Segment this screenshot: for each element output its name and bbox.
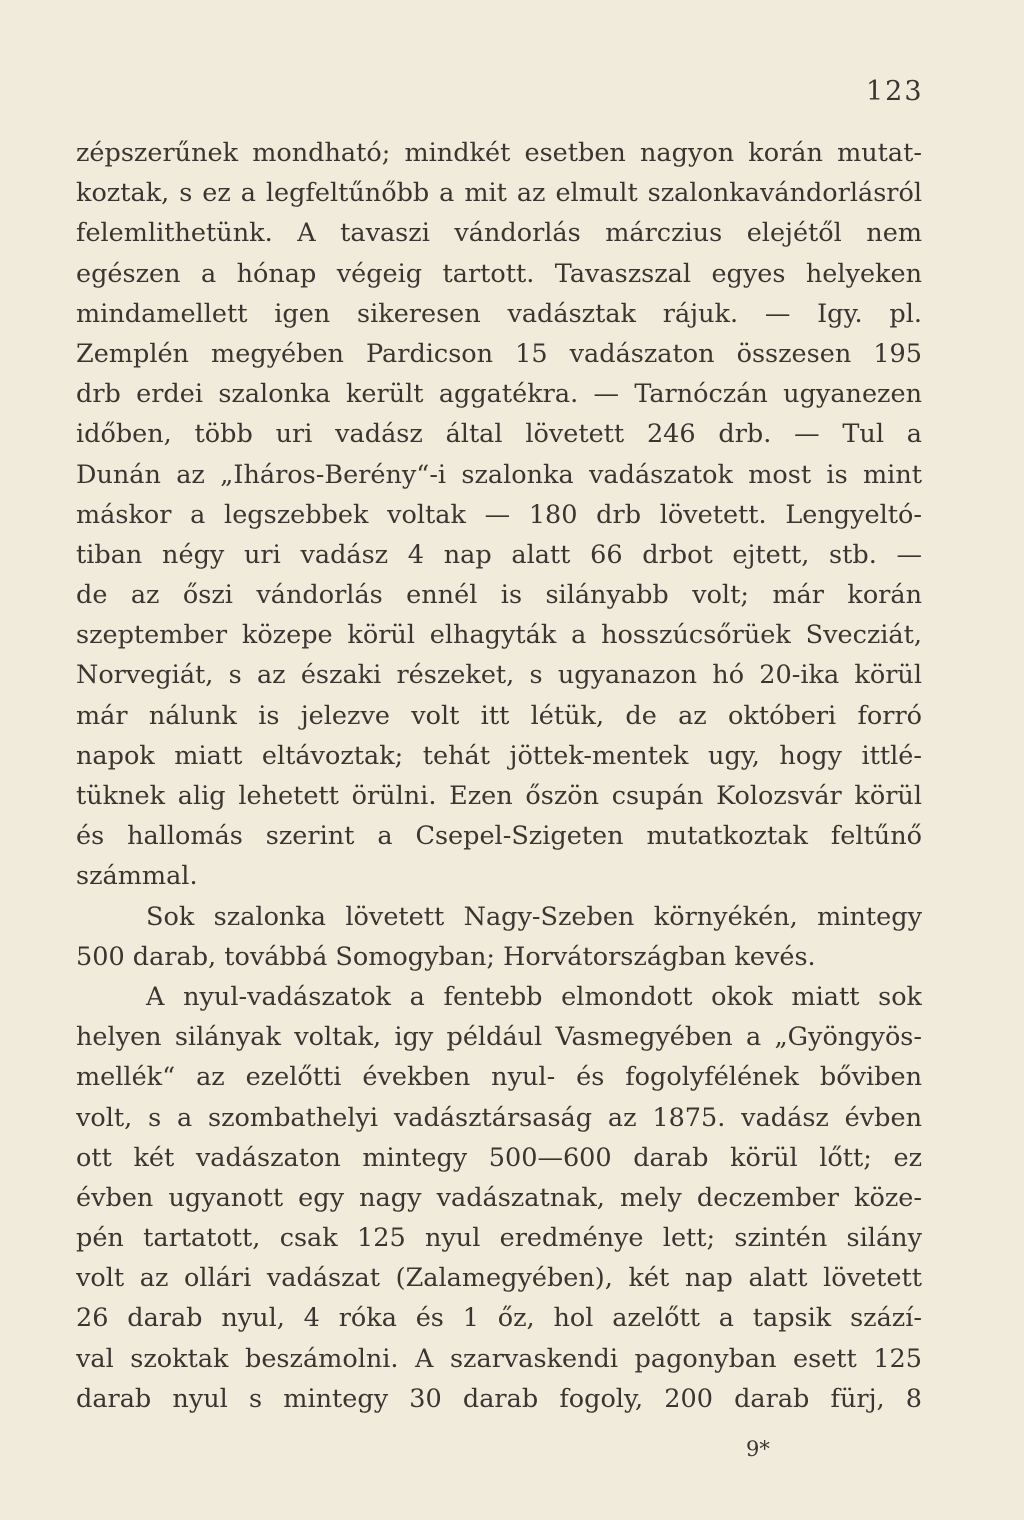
page-number: 123 [866, 76, 924, 107]
text-line: évben ugyanott egy nagy vadászatnak, mely deczember köze- [76, 1182, 922, 1213]
text-line: számmal. [76, 861, 198, 892]
text-line: szeptember közepe körül elhagyták a hosszúcsőrüek Svecziát, [76, 620, 922, 651]
text-line: volt, s a szombathelyi vadásztársaság az 1875. vadász évben [76, 1102, 922, 1133]
text-line: mindamellett igen sikeresen vadásztak rájuk. — Igy. pl. [76, 298, 922, 329]
text-line: egészen a hónap végeig tartott. Tavaszszal egyes helyeken [76, 258, 922, 289]
text-line: felemlithetünk. A tavaszi vándorlás márczius elejétől nem [76, 218, 922, 249]
text-line: és hallomás szerint a Csepel-Szigeten mutatkoztak feltűnő [76, 821, 922, 852]
text-line: tiban négy uri vadász 4 nap alatt 66 drbot ejtett, stb. — [76, 539, 922, 570]
text-line: időben, több uri vadász által lövetett 246 drb. — Tul a [76, 419, 922, 450]
body-text [76, 133, 922, 1419]
text-line: 26 darab nyul, 4 róka és 1 őz, hol azelőtt a tapsik szází- [76, 1303, 922, 1334]
text-line: zépszerűnek mondható; mindkét esetben nagyon korán mutat- [76, 138, 922, 168]
text-line: tüknek alig lehetett örülni. Ezen őszön csupán Kolozsvár körül [76, 781, 922, 811]
text-line: pén tartatott, csak 125 nyul eredménye lett; szintén silány [76, 1223, 922, 1254]
text-line: már nálunk is jelezve volt itt létük, de az októberi forró [76, 700, 922, 731]
text-line: de az őszi vándorlás ennél is silányabb volt; már korán [76, 580, 922, 611]
printer-signature-mark: 9* [746, 1437, 770, 1461]
text-line: Zemplén megyében Pardicson 15 vadászaton összesen 195 [76, 338, 922, 369]
text-line: napok miatt eltávoztak; tehát jöttek-mentek ugy, hogy ittlé- [76, 740, 922, 771]
text-line: Sok szalonka lövetett Nagy-Szeben környékén, mintegy [146, 901, 922, 932]
text-line: máskor a legszebbek voltak — 180 drb lövetett. Lengyeltó- [76, 499, 922, 530]
text-line: volt az ollári vadászat (Zalamegyében), két nap alatt lövetett [76, 1263, 922, 1294]
text-line: Dunán az „Iháros-Berény“-i szalonka vadászatok most is mint [76, 459, 922, 490]
text-line: 500 darab, továbbá Somogyban; Horvátországban kevés. [76, 941, 816, 972]
text-line: darab nyul s mintegy 30 darab fogoly, 200 darab fürj, 8 [76, 1383, 922, 1414]
text-line: drb erdei szalonka került aggatékra. — Tarnóczán ugyanezen [76, 379, 922, 410]
text-line: ott két vadászaton mintegy 500—600 darab körül lőtt; ez [76, 1142, 922, 1173]
text-line: helyen silányak voltak, igy például Vasmegyében a „Gyöngyös- [76, 1022, 922, 1053]
text-line: val szoktak beszámolni. A szarvaskendi pagonyban esett 125 [76, 1343, 922, 1374]
text-line: Norvegiát, s az északi részeket, s ugyanazon hó 20-ika körül [76, 660, 922, 691]
text-line: mellék“ az ezelőtti években nyul- és fogolyfélének bőviben [76, 1062, 922, 1093]
text-line: koztak, s ez a legfeltűnőbb a mit az elmult szalonkavándorlásról [76, 178, 922, 209]
text-line: A nyul-vadászatok a fentebb elmondott okok miatt sok [146, 981, 922, 1012]
